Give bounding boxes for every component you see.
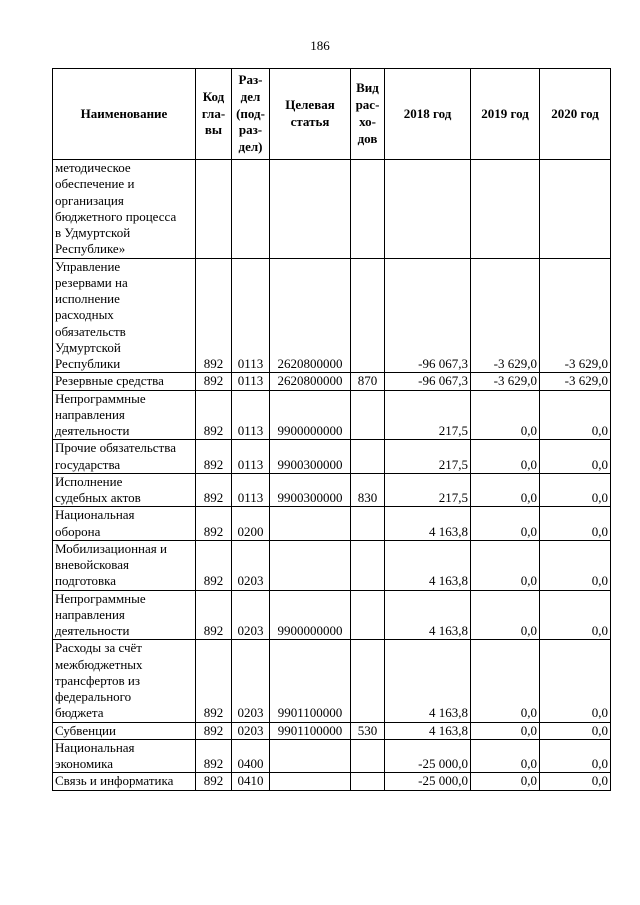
tselevaya-statya-cell: 9900300000 — [270, 440, 351, 474]
item-name-cell — [53, 473, 196, 507]
table-row — [53, 773, 611, 790]
razdel-cell: 0400 — [232, 739, 270, 773]
amount-2020-cell: 0,0 — [540, 507, 611, 541]
item-name-cell — [53, 160, 196, 259]
amount-2018-cell: -96 067,3 — [385, 258, 471, 373]
table-row — [53, 373, 611, 390]
item-name-cell — [53, 440, 196, 474]
item-name-cell — [53, 373, 196, 390]
kod-glavy-cell: 892 — [196, 507, 232, 541]
item-name-cell — [53, 722, 196, 739]
tselevaya-statya-cell — [270, 540, 351, 590]
table-row — [53, 722, 611, 739]
vid-raskhodov-cell — [351, 160, 385, 259]
item-name-line: федерального — [55, 689, 132, 704]
header-tselevaya-line: Целевая — [285, 97, 335, 113]
tselevaya-statya-cell — [270, 739, 351, 773]
item-name-line: направления — [55, 406, 125, 422]
header-kod-line: гла- — [201, 105, 226, 121]
table-row — [53, 540, 611, 590]
header-vid-raskhodov — [351, 69, 385, 160]
amount-2020-cell — [540, 160, 611, 259]
header-2018: 2018 год — [385, 69, 471, 160]
razdel-cell: 0203 — [232, 590, 270, 640]
vid-raskhodov-cell — [351, 390, 385, 440]
item-name-cell — [53, 258, 196, 373]
item-name-line: трансфертов из — [55, 672, 141, 688]
amount-2019-cell: 0,0 — [471, 440, 540, 474]
kod-glavy-cell: 892 — [196, 722, 232, 739]
item-name-line: расходных — [55, 307, 114, 323]
item-name-line: межбюджетных — [55, 656, 143, 672]
amount-2019-cell: -3 629,0 — [471, 373, 540, 390]
item-name-line: бюджетного процесса — [55, 208, 177, 224]
amount-2019-cell: 0,0 — [471, 773, 540, 790]
amount-2020-cell: 0,0 — [540, 739, 611, 773]
item-name-line: деятельности — [55, 623, 130, 638]
table-body — [53, 160, 611, 791]
tselevaya-statya-cell: 2620800000 — [270, 373, 351, 390]
item-name-cell — [53, 739, 196, 773]
item-name-cell — [53, 507, 196, 541]
amount-2019-cell — [471, 160, 540, 259]
item-name-line: Республики — [55, 356, 121, 371]
amount-2019-cell: 0,0 — [471, 590, 540, 640]
item-name-line: бюджета — [55, 705, 104, 721]
amount-2020-cell: -3 629,0 — [540, 373, 611, 390]
header-vid-line: Вид — [356, 80, 379, 96]
razdel-cell: 0203 — [232, 640, 270, 722]
item-name-line: обеспечение и — [55, 176, 135, 192]
amount-2019-cell: 0,0 — [471, 507, 540, 541]
page-number: 186 — [310, 38, 330, 53]
amount-2018-cell: 217,5 — [385, 473, 471, 507]
item-name-line: Прочие обязательства — [55, 440, 176, 456]
vid-raskhodov-cell — [351, 258, 385, 373]
header-vid-line: хо- — [359, 114, 376, 129]
item-name-line: исполнение — [55, 291, 120, 306]
header-2019: 2019 год — [471, 69, 540, 160]
razdel-cell: 0113 — [232, 473, 270, 507]
vid-raskhodov-cell: 530 — [351, 722, 385, 739]
item-name-line: экономика — [55, 756, 114, 771]
header-kod-glavy — [196, 69, 232, 160]
kod-glavy-cell: 892 — [196, 739, 232, 773]
item-name-line: Национальная — [55, 507, 135, 523]
tselevaya-statya-cell: 9901100000 — [270, 722, 351, 739]
table-row — [53, 507, 611, 541]
item-name-line: Субвенции — [55, 722, 116, 738]
kod-glavy-cell: 892 — [196, 473, 232, 507]
header-razdel-line: раз- — [238, 122, 263, 138]
tselevaya-statya-cell: 9901100000 — [270, 640, 351, 722]
header-2020: 2020 год — [540, 69, 611, 160]
vid-raskhodov-cell — [351, 590, 385, 640]
header-kod-line: Код — [202, 88, 225, 104]
amount-2018-cell: -25 000,0 — [385, 739, 471, 773]
vid-raskhodov-cell — [351, 507, 385, 541]
item-name-line: судебных актов — [55, 490, 141, 505]
header-tselevaya-line: статья — [290, 114, 330, 129]
kod-glavy-cell: 892 — [196, 640, 232, 722]
tselevaya-statya-cell — [270, 160, 351, 259]
amount-2020-cell: 0,0 — [540, 722, 611, 739]
header-tselevaya-statya — [270, 69, 351, 160]
budget-table — [52, 68, 611, 791]
kod-glavy-cell: 892 — [196, 373, 232, 390]
table-row — [53, 473, 611, 507]
item-name-cell — [53, 540, 196, 590]
razdel-cell: 0113 — [232, 440, 270, 474]
item-name-line: оборона — [55, 523, 101, 539]
amount-2018-cell: 4 163,8 — [385, 507, 471, 541]
vid-raskhodov-cell — [351, 540, 385, 590]
header-vid-line: рас- — [355, 97, 380, 113]
razdel-cell: 0203 — [232, 722, 270, 739]
item-name-line: деятельности — [55, 423, 130, 438]
amount-2019-cell: 0,0 — [471, 390, 540, 440]
item-name-line: Связь и информатика — [55, 773, 174, 789]
amount-2020-cell: 0,0 — [540, 390, 611, 440]
amount-2020-cell: 0,0 — [540, 473, 611, 507]
table-header-row — [53, 69, 611, 160]
vid-raskhodov-cell: 830 — [351, 473, 385, 507]
amount-2018-cell: -96 067,3 — [385, 373, 471, 390]
item-name-line: в Удмуртской — [55, 225, 131, 240]
kod-glavy-cell: 892 — [196, 540, 232, 590]
header-vid-line: дов — [357, 130, 378, 146]
amount-2018-cell: 217,5 — [385, 440, 471, 474]
item-name-line: Мобилизационная и — [55, 540, 167, 556]
item-name-line: Республике» — [55, 241, 126, 257]
vid-raskhodov-cell — [351, 773, 385, 790]
item-name-cell — [53, 640, 196, 722]
razdel-cell: 0203 — [232, 540, 270, 590]
kod-glavy-cell: 892 — [196, 590, 232, 640]
amount-2019-cell: 0,0 — [471, 722, 540, 739]
amount-2018-cell — [385, 160, 471, 259]
amount-2019-cell: 0,0 — [471, 640, 540, 722]
item-name-cell — [53, 590, 196, 640]
item-name-cell — [53, 773, 196, 790]
amount-2018-cell: 217,5 — [385, 390, 471, 440]
item-name-line: Национальная — [55, 739, 135, 755]
item-name-line: направления — [55, 606, 125, 622]
table-row — [53, 590, 611, 640]
table-row — [53, 739, 611, 773]
razdel-cell: 0113 — [232, 373, 270, 390]
item-name-line: Исполнение — [55, 473, 123, 489]
vid-raskhodov-cell — [351, 440, 385, 474]
amount-2019-cell: -3 629,0 — [471, 258, 540, 373]
amount-2020-cell: 0,0 — [540, 440, 611, 474]
kod-glavy-cell: 892 — [196, 440, 232, 474]
razdel-cell: 0113 — [232, 258, 270, 373]
table-row — [53, 160, 611, 259]
item-name-line: методическое — [55, 160, 131, 175]
item-name-line: Расходы за счёт — [55, 640, 142, 656]
amount-2020-cell: 0,0 — [540, 773, 611, 790]
amount-2019-cell: 0,0 — [471, 473, 540, 507]
razdel-cell: 0113 — [232, 390, 270, 440]
header-kod-line: вы — [204, 122, 223, 138]
tselevaya-statya-cell: 9900000000 — [270, 590, 351, 640]
header-razdel-line: (под- — [236, 105, 265, 121]
item-name-line: подготовка — [55, 573, 117, 589]
header-razdel — [232, 69, 270, 160]
table-row — [53, 440, 611, 474]
item-name-line: резервами на — [55, 274, 128, 290]
amount-2018-cell: -25 000,0 — [385, 773, 471, 790]
item-name-line: организация — [55, 192, 124, 208]
kod-glavy-cell — [196, 160, 232, 259]
amount-2019-cell: 0,0 — [471, 540, 540, 590]
vid-raskhodov-cell — [351, 640, 385, 722]
amount-2018-cell: 4 163,8 — [385, 590, 471, 640]
amount-2019-cell: 0,0 — [471, 739, 540, 773]
table-row — [53, 640, 611, 722]
amount-2018-cell: 4 163,8 — [385, 640, 471, 722]
razdel-cell — [232, 160, 270, 259]
kod-glavy-cell: 892 — [196, 773, 232, 790]
vid-raskhodov-cell — [351, 739, 385, 773]
item-name-line: обязательств — [55, 323, 126, 339]
item-name-line: Непрограммные — [55, 390, 146, 406]
item-name-line: Резервные средства — [55, 373, 164, 389]
amount-2020-cell: 0,0 — [540, 590, 611, 640]
amount-2020-cell: 0,0 — [540, 540, 611, 590]
kod-glavy-cell: 892 — [196, 390, 232, 440]
tselevaya-statya-cell: 9900300000 — [270, 473, 351, 507]
tselevaya-statya-cell — [270, 773, 351, 790]
tselevaya-statya-cell: 9900000000 — [270, 390, 351, 440]
tselevaya-statya-cell — [270, 507, 351, 541]
table-row — [53, 390, 611, 440]
vid-raskhodov-cell: 870 — [351, 373, 385, 390]
header-razdel-line: дел) — [238, 139, 263, 155]
item-name-line: Удмуртской — [55, 339, 121, 355]
header-razdel-line: Раз- — [238, 71, 263, 87]
header-razdel-line: дел — [240, 88, 261, 104]
item-name-line: государства — [55, 456, 121, 472]
tselevaya-statya-cell: 2620800000 — [270, 258, 351, 373]
amount-2018-cell: 4 163,8 — [385, 722, 471, 739]
item-name-cell — [53, 390, 196, 440]
amount-2018-cell: 4 163,8 — [385, 540, 471, 590]
item-name-line: вневойсковая — [55, 557, 130, 572]
item-name-line: Непрограммные — [55, 590, 146, 606]
razdel-cell: 0200 — [232, 507, 270, 541]
header-name: Наименование — [53, 69, 196, 160]
kod-glavy-cell: 892 — [196, 258, 232, 373]
razdel-cell: 0410 — [232, 773, 270, 790]
table-row — [53, 258, 611, 373]
amount-2020-cell: 0,0 — [540, 640, 611, 722]
item-name-line: Управление — [55, 258, 121, 274]
amount-2020-cell: -3 629,0 — [540, 258, 611, 373]
